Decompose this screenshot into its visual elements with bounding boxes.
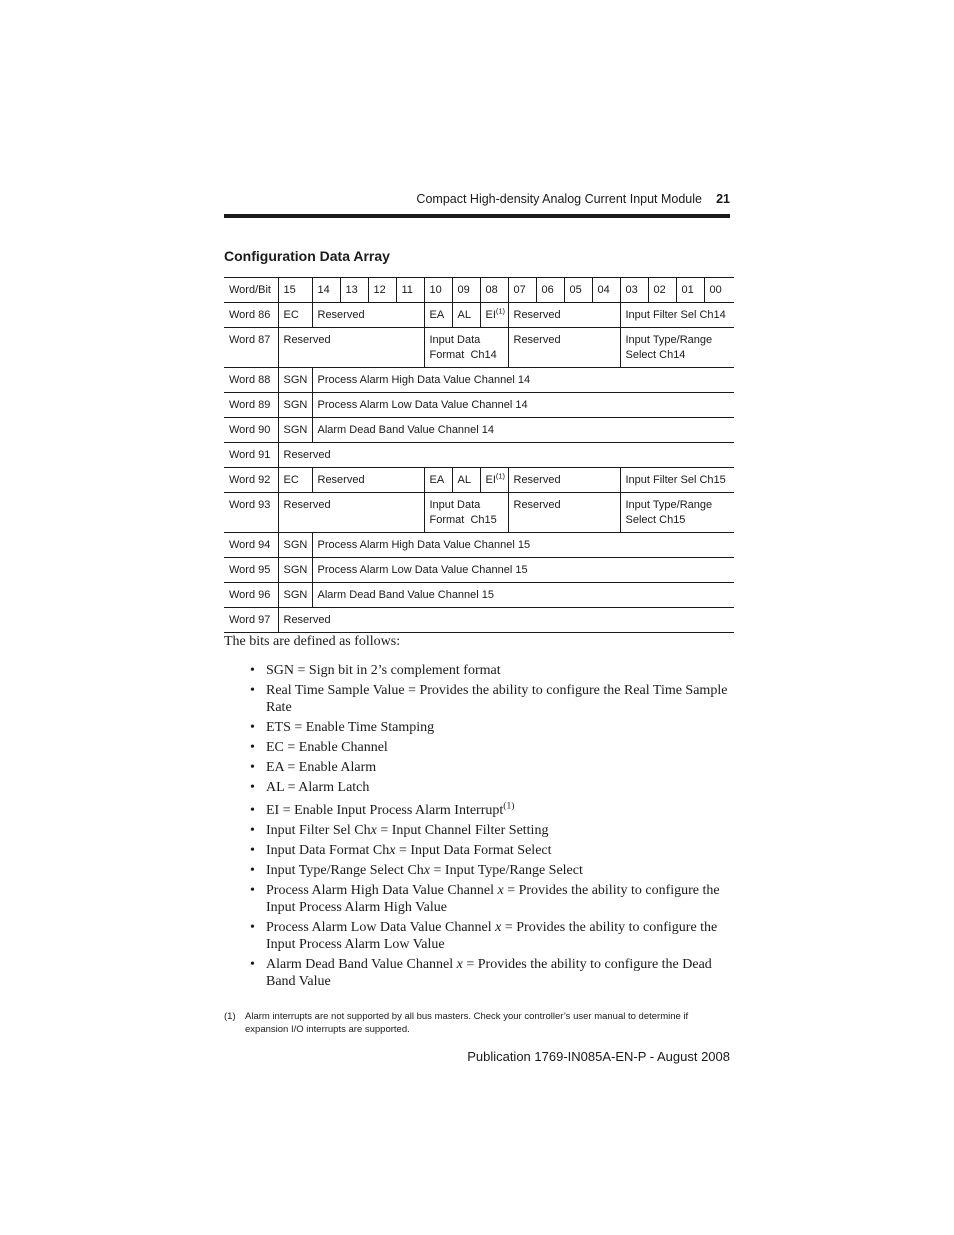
table-row bbox=[224, 533, 734, 558]
table-row bbox=[224, 443, 734, 468]
header-cell-bit: 09 bbox=[452, 278, 480, 303]
list-item: • EI = Enable Input Process Alarm Interrupt$^{(1)}$ bbox=[250, 802, 730, 819]
word-label: Word 86 bbox=[224, 303, 278, 328]
list-item: • Input Data Format Chx = Input Data Format Select bbox=[250, 842, 730, 859]
sgn-cell: SGN bbox=[278, 558, 312, 583]
header-cell-bit: 11 bbox=[396, 278, 424, 303]
input-filter-cell: Input Filter Sel Ch14 bbox=[620, 303, 734, 328]
word-label: Word 87 bbox=[224, 328, 278, 368]
footnote-ref: (1) bbox=[503, 801, 515, 812]
reserved-cell: Reserved bbox=[278, 443, 734, 468]
sgn-cell: SGN bbox=[278, 533, 312, 558]
list-item: • Process Alarm High Data Value Channel x = Provides the ability to configure the Input Process Alarm High Value bbox=[250, 882, 730, 916]
description-cell: Process Alarm High Data Value Channel 15 bbox=[312, 533, 734, 558]
list-item: • Input Filter Sel Chx = Input Channel Filter Setting bbox=[250, 822, 730, 839]
input-data-format-line1: Input Data bbox=[429, 499, 481, 511]
table-row bbox=[224, 303, 734, 328]
reserved-cell: Reserved bbox=[278, 608, 734, 633]
input-type-line1: Input Type/Range bbox=[625, 499, 713, 511]
ea-cell: EA bbox=[424, 468, 452, 493]
bit-definitions-list bbox=[250, 662, 730, 993]
section-title: Configuration Data Array bbox=[224, 248, 390, 264]
input-type-line2: Select Ch14 bbox=[625, 349, 686, 361]
header-cell-bit: 12 bbox=[368, 278, 396, 303]
header-cell-bit: 14 bbox=[312, 278, 340, 303]
word-label: Word 93 bbox=[224, 493, 278, 533]
word-label: Word 91 bbox=[224, 443, 278, 468]
footnote-text: Alarm interrupts are not supported by all bus masters. Check your controller’s user manual to determine if expansion I/O interrupts are supported. bbox=[245, 1011, 689, 1035]
description-cell: Process Alarm Low Data Value Channel 14 bbox=[312, 393, 734, 418]
table-row bbox=[224, 493, 734, 533]
reserved-cell: Reserved bbox=[508, 493, 620, 533]
header-cell-bit: 01 bbox=[676, 278, 704, 303]
reserved-cell: Reserved bbox=[312, 468, 424, 493]
word-label: Word 88 bbox=[224, 368, 278, 393]
header-cell-bit: 15 bbox=[278, 278, 312, 303]
publication-footer: Publication 1769-IN085A-EN-P - August 2008 bbox=[467, 1049, 730, 1064]
ec-cell: EC bbox=[278, 468, 312, 493]
sgn-cell: SGN bbox=[278, 368, 312, 393]
word-label: Word 90 bbox=[224, 418, 278, 443]
ea-cell: EA bbox=[424, 303, 452, 328]
footnote bbox=[224, 1010, 730, 1036]
running-header bbox=[224, 192, 730, 210]
ei-label: EI bbox=[485, 474, 496, 486]
sgn-cell: SGN bbox=[278, 583, 312, 608]
bits-intro: The bits are defined as follows: bbox=[224, 634, 401, 649]
reserved-cell: Reserved bbox=[278, 493, 424, 533]
ei-footnote-ref: (1) bbox=[495, 306, 506, 316]
word-label: Word 95 bbox=[224, 558, 278, 583]
ei-cell bbox=[480, 303, 508, 328]
header-cell-bit: 03 bbox=[620, 278, 648, 303]
input-data-format-line2: Format Ch14 bbox=[429, 349, 497, 361]
list-item: • AL = Alarm Latch bbox=[250, 779, 730, 796]
header-cell-bit: 08 bbox=[480, 278, 508, 303]
reserved-cell: Reserved bbox=[508, 468, 620, 493]
reserved-cell: Reserved bbox=[312, 303, 424, 328]
running-header-title: Compact High-density Analog Current Input Module bbox=[416, 192, 702, 206]
ei-label: EI bbox=[485, 309, 496, 321]
input-type-range-cell bbox=[620, 328, 734, 368]
list-item: • EC = Enable Channel bbox=[250, 739, 730, 756]
table-row bbox=[224, 328, 734, 368]
table-row bbox=[224, 418, 734, 443]
table-header-row bbox=[224, 278, 734, 303]
reserved-cell: Reserved bbox=[278, 328, 424, 368]
word-label: Word 96 bbox=[224, 583, 278, 608]
word-label: Word 97 bbox=[224, 608, 278, 633]
table-row bbox=[224, 393, 734, 418]
list-item: • EA = Enable Alarm bbox=[250, 759, 730, 776]
input-filter-cell: Input Filter Sel Ch15 bbox=[620, 468, 734, 493]
header-cell-bit: 06 bbox=[536, 278, 564, 303]
table-row bbox=[224, 608, 734, 633]
header-cell-bit: 02 bbox=[648, 278, 676, 303]
input-data-format-cell bbox=[424, 328, 508, 368]
input-data-format-cell bbox=[424, 493, 508, 533]
ei-footnote-ref: (1) bbox=[495, 471, 506, 481]
list-item: • Input Type/Range Select Chx = Input Type/Range Select bbox=[250, 862, 730, 879]
list-item: • Alarm Dead Band Value Channel x = Provides the ability to configure the Dead Band Value bbox=[250, 956, 730, 990]
configuration-data-table bbox=[224, 277, 734, 633]
header-rule bbox=[224, 214, 730, 218]
input-data-format-line2: Format Ch15 bbox=[429, 514, 497, 526]
header-cell-bit: 05 bbox=[564, 278, 592, 303]
reserved-cell: Reserved bbox=[508, 303, 620, 328]
list-item: • Real Time Sample Value = Provides the ability to configure the Real Time Sample Rate bbox=[250, 682, 730, 716]
table-row bbox=[224, 583, 734, 608]
header-cell-wordbit: Word/Bit bbox=[224, 278, 278, 303]
input-data-format-line1: Input Data bbox=[429, 334, 481, 346]
input-type-line1: Input Type/Range bbox=[625, 334, 713, 346]
ei-cell bbox=[480, 468, 508, 493]
description-cell: Alarm Dead Band Value Channel 15 bbox=[312, 583, 734, 608]
header-cell-bit: 10 bbox=[424, 278, 452, 303]
sgn-cell: SGN bbox=[278, 418, 312, 443]
table-row bbox=[224, 468, 734, 493]
table-row bbox=[224, 368, 734, 393]
ec-cell: EC bbox=[278, 303, 312, 328]
page-number: 21 bbox=[716, 192, 730, 206]
input-type-line2: Select Ch15 bbox=[625, 514, 686, 526]
header-cell-bit: 13 bbox=[340, 278, 368, 303]
footnote-mark: (1) bbox=[224, 1011, 236, 1022]
sgn-cell: SGN bbox=[278, 393, 312, 418]
table-row bbox=[224, 558, 734, 583]
word-label: Word 89 bbox=[224, 393, 278, 418]
word-label: Word 94 bbox=[224, 533, 278, 558]
word-label: Word 92 bbox=[224, 468, 278, 493]
list-item: • SGN = Sign bit in 2’s complement format bbox=[250, 662, 730, 679]
al-cell: AL bbox=[452, 303, 480, 328]
header-cell-bit: 00 bbox=[704, 278, 734, 303]
list-item: • Process Alarm Low Data Value Channel x = Provides the ability to configure the Input Process Alarm Low Value bbox=[250, 919, 730, 953]
al-cell: AL bbox=[452, 468, 480, 493]
input-type-range-cell bbox=[620, 493, 734, 533]
list-item: • ETS = Enable Time Stamping bbox=[250, 719, 730, 736]
header-cell-bit: 04 bbox=[592, 278, 620, 303]
description-cell: Alarm Dead Band Value Channel 14 bbox=[312, 418, 734, 443]
reserved-cell: Reserved bbox=[508, 328, 620, 368]
description-cell: Process Alarm High Data Value Channel 14 bbox=[312, 368, 734, 393]
description-cell: Process Alarm Low Data Value Channel 15 bbox=[312, 558, 734, 583]
header-cell-bit: 07 bbox=[508, 278, 536, 303]
